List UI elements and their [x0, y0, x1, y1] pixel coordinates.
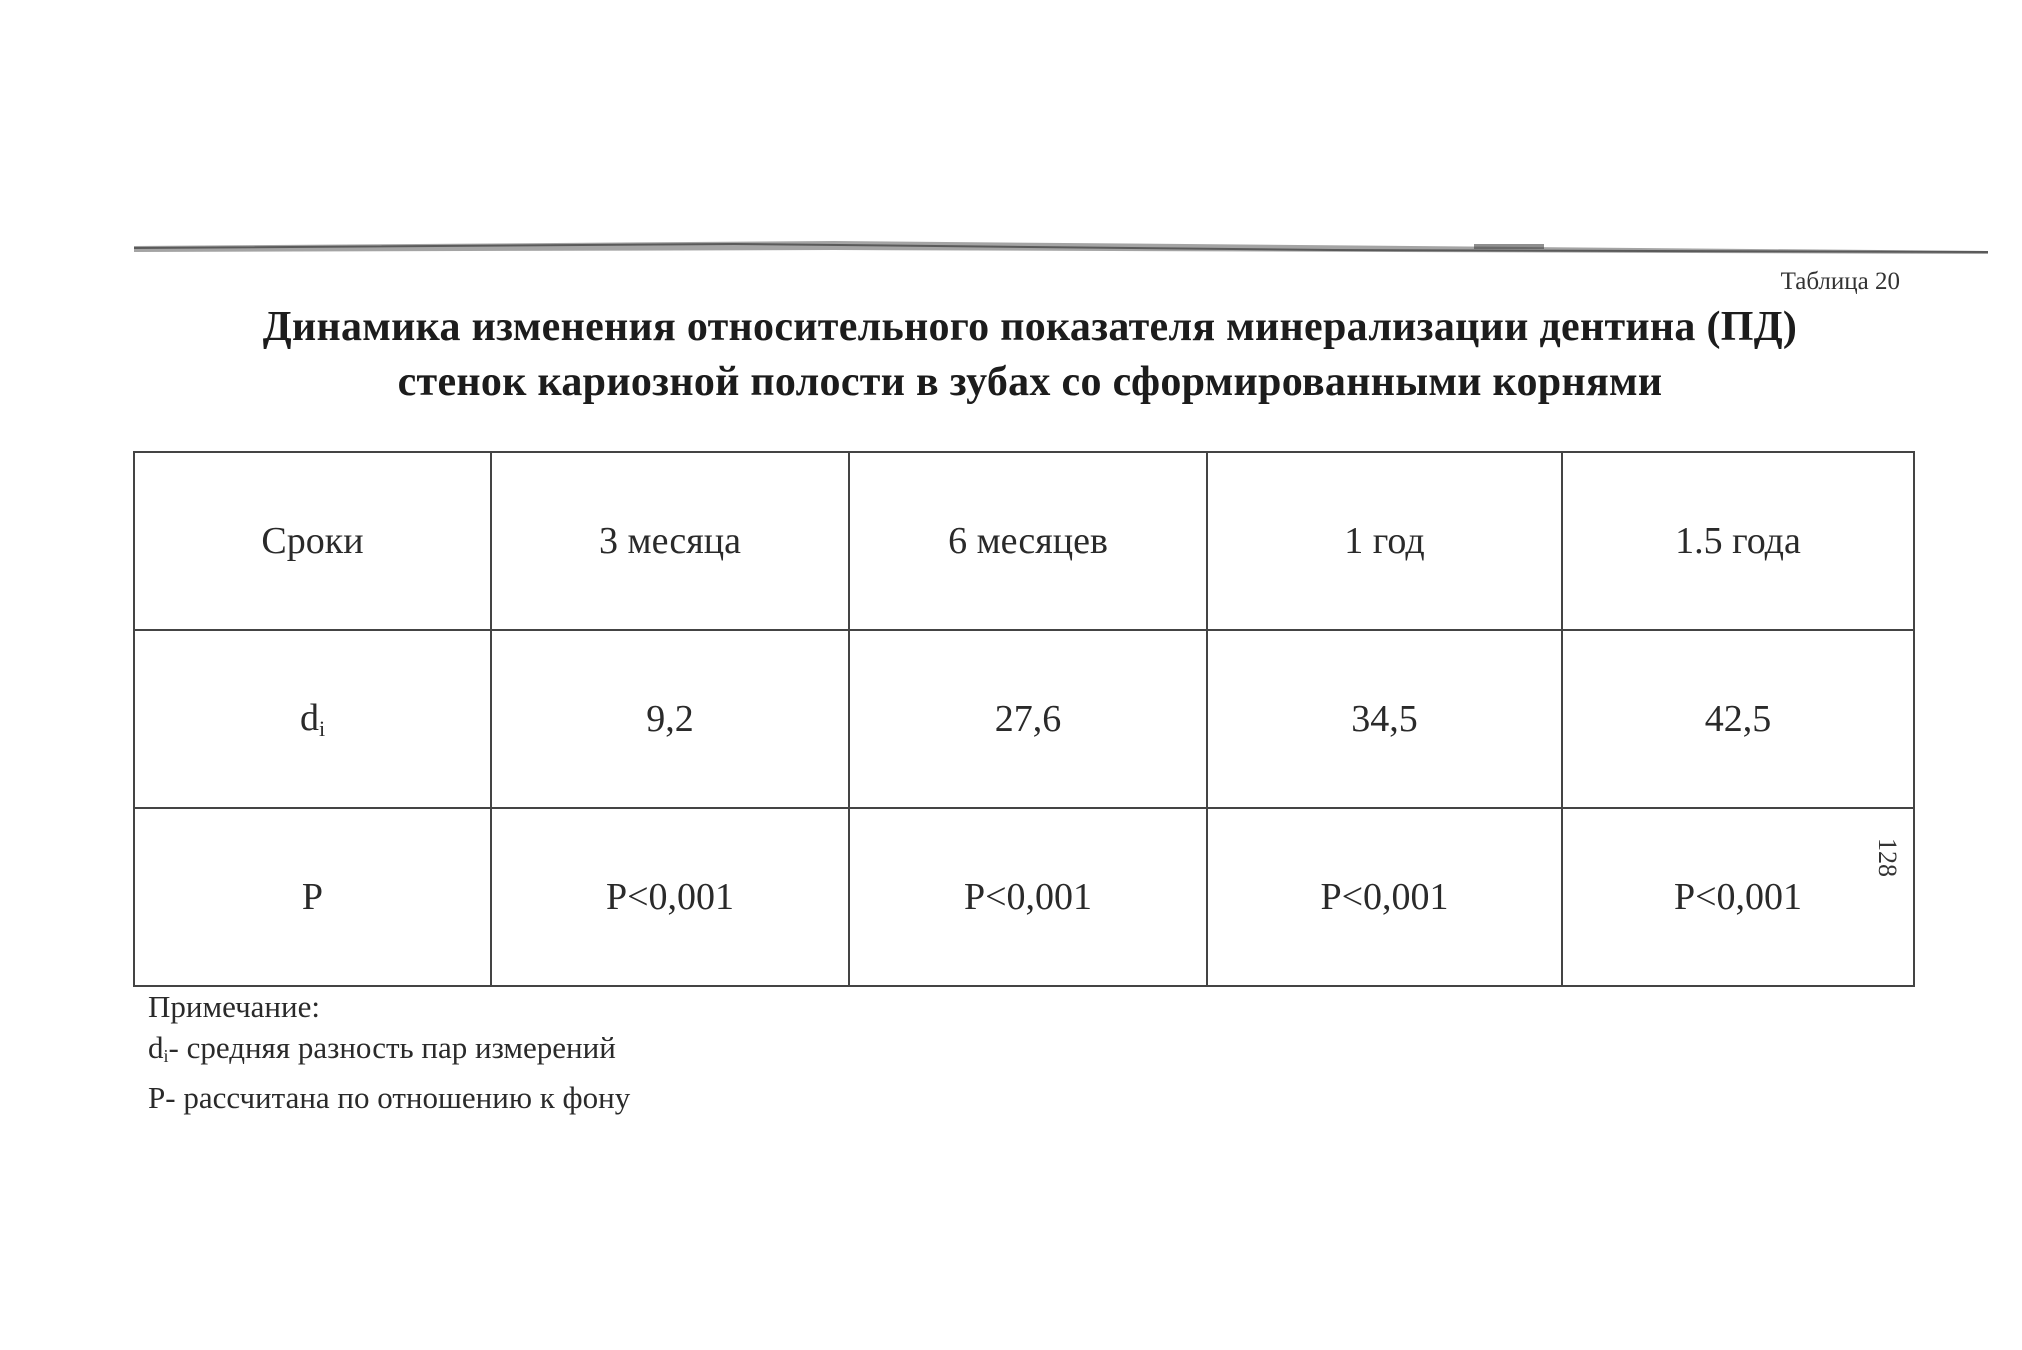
header-cell-period: 3 месяца	[491, 452, 849, 630]
table-cell: 27,6	[849, 630, 1207, 808]
table-row-di	[134, 630, 1914, 808]
header-cell-period: 1 год	[1207, 452, 1562, 630]
notes-line-p: P- рассчитана по отношению к фону	[148, 1080, 631, 1115]
page-number: 128	[1873, 838, 1902, 877]
row-label-main: d	[299, 697, 319, 739]
row-label-p: P	[134, 808, 491, 986]
table-title	[150, 300, 1910, 410]
table-cell: 9,2	[491, 630, 849, 808]
table-header-row	[134, 452, 1914, 630]
notes-di-subscript: i	[163, 1046, 169, 1066]
row-label-di	[134, 630, 491, 808]
table-cell: P<0,001	[849, 808, 1207, 986]
scan-line-artifact	[134, 238, 1988, 260]
notes-line-di	[148, 1027, 630, 1077]
table-title-line-2: стенок кариозной полости в зубах со сформированными корнями	[397, 359, 1663, 405]
table-cell: 42,5	[1562, 630, 1914, 808]
row-label-subscript: i	[318, 716, 326, 741]
notes-di-main: d	[148, 1030, 164, 1065]
table-cell: 34,5	[1207, 630, 1562, 808]
table-cell: P<0,001	[1207, 808, 1562, 986]
table-notes	[148, 986, 630, 1118]
header-cell-period: 1.5 года	[1562, 452, 1914, 630]
notes-heading: Примечание:	[148, 989, 320, 1024]
table-number: Таблица 20	[1780, 268, 1900, 295]
table-title-line-1: Динамика изменения относительного показателя минерализации дентина (ПД)	[262, 304, 1798, 350]
table-row-p	[134, 808, 1914, 986]
header-cell-terms: Сроки	[134, 452, 491, 630]
table-cell: P<0,001	[491, 808, 849, 986]
header-cell-period: 6 месяцев	[849, 452, 1207, 630]
notes-di-text: - средняя разность пар измерений	[168, 1030, 616, 1065]
table-cell: P<0,001	[1562, 808, 1914, 986]
mineralization-table	[133, 451, 1915, 987]
